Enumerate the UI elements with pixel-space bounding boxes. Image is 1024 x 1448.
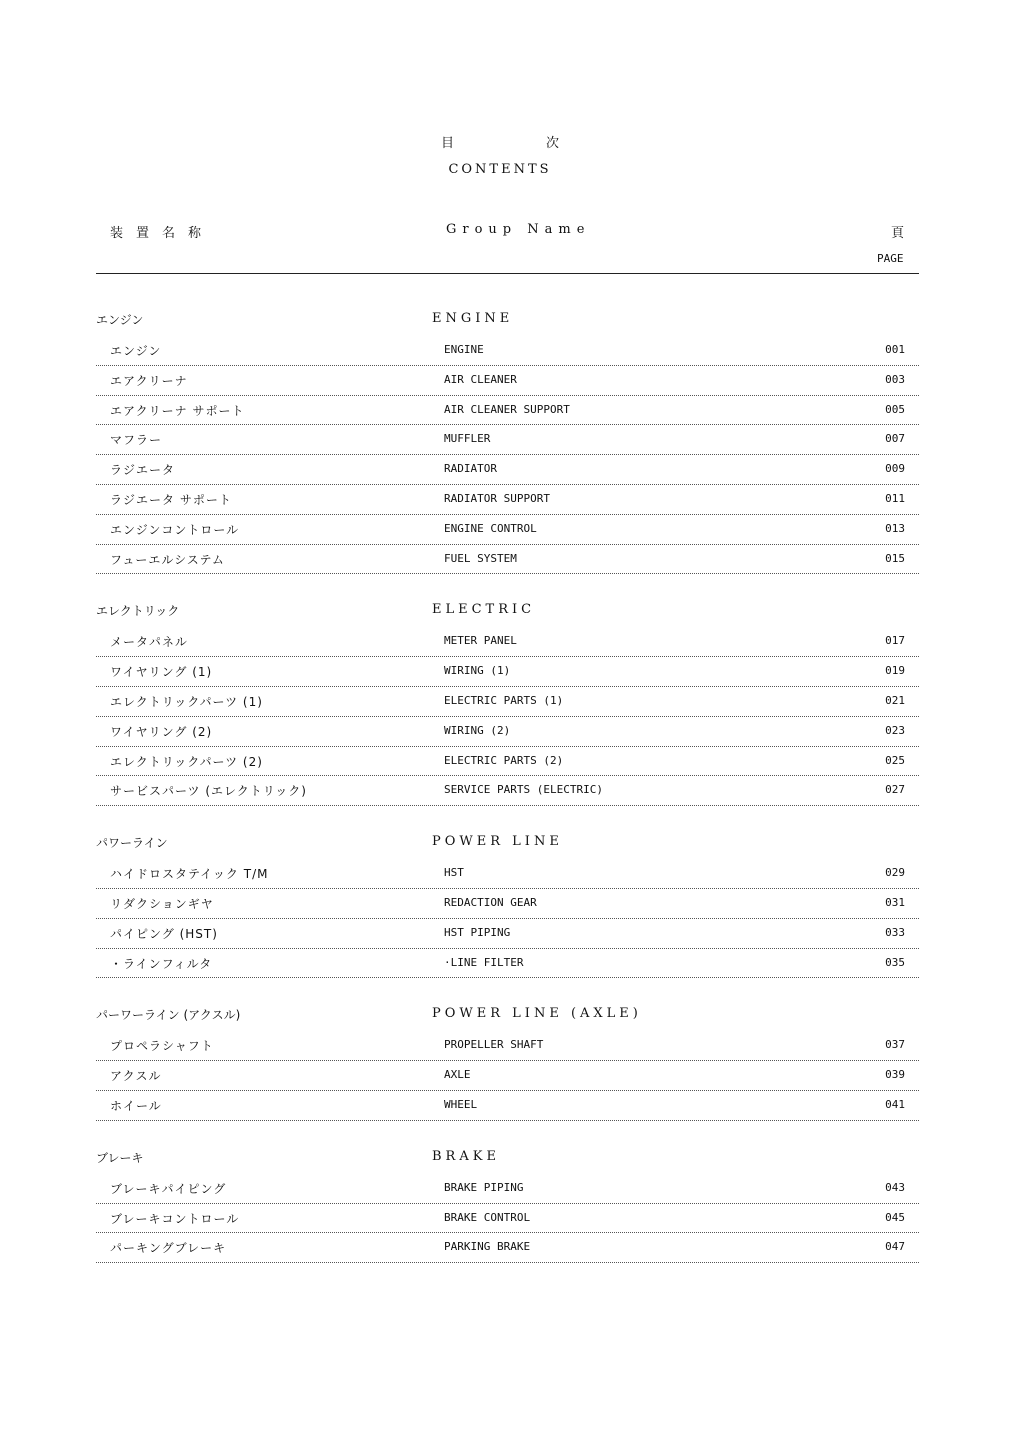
entry-page-number: 025 bbox=[885, 753, 905, 767]
entry-name-en: REDACTION GEAR bbox=[444, 895, 537, 909]
entry-page-number: 013 bbox=[885, 521, 905, 535]
toc-entry bbox=[96, 776, 919, 806]
entry-name-en: ELECTRIC PARTS (2) bbox=[444, 753, 564, 767]
entry-name-en: WIRING (2) bbox=[444, 723, 511, 737]
entry-page-number: 009 bbox=[885, 462, 905, 476]
entry-page-number: 005 bbox=[885, 402, 905, 416]
column-header-group-name-jp: 装置名称 bbox=[110, 226, 215, 241]
section-electric bbox=[96, 599, 919, 806]
entry-name-jp: ・ラインフィルタ bbox=[110, 956, 213, 971]
entry-name-jp: ブレーキコントロール bbox=[110, 1211, 240, 1226]
section-title-en: POWER LINE bbox=[432, 834, 563, 850]
entry-page-number: 007 bbox=[885, 432, 905, 446]
entry-name-en: AIR CLEANER SUPPORT bbox=[444, 402, 570, 416]
entry-name-jp: パイピング (HST) bbox=[110, 926, 218, 941]
entry-name-en: BRAKE PIPING bbox=[444, 1180, 524, 1194]
section-title-en: POWER LINE (AXLE) bbox=[432, 1006, 642, 1022]
section-engine bbox=[96, 308, 919, 574]
entry-name-en: PARKING BRAKE bbox=[444, 1240, 531, 1254]
toc-entry bbox=[96, 919, 919, 949]
entry-name-en: SERVICE PARTS (ELECTRIC) bbox=[444, 783, 603, 797]
toc-entry bbox=[96, 1204, 919, 1234]
toc-entry bbox=[96, 336, 919, 366]
section-brake bbox=[96, 1146, 919, 1263]
entry-page-number: 011 bbox=[885, 491, 905, 505]
entry-name-jp: ワイヤリング (1) bbox=[110, 665, 213, 680]
entry-page-number: 027 bbox=[885, 783, 905, 797]
toc-entry bbox=[96, 396, 919, 426]
toc-entry bbox=[96, 747, 919, 777]
toc-entry bbox=[96, 949, 919, 979]
entry-name-jp: ブレーキパイピング bbox=[110, 1181, 227, 1196]
toc-entry bbox=[96, 687, 919, 717]
entry-name-jp: エンジンコントロール bbox=[110, 522, 240, 537]
toc-entry bbox=[96, 1233, 919, 1263]
entry-name-en: METER PANEL bbox=[444, 634, 517, 648]
entry-name-jp: ラジエータ サポート bbox=[110, 492, 232, 507]
entry-page-number: 029 bbox=[885, 866, 905, 880]
entry-page-number: 031 bbox=[885, 895, 905, 909]
entry-name-en: AXLE bbox=[444, 1068, 471, 1082]
page-title-en: CONTENTS bbox=[448, 162, 552, 177]
section-title-jp: ブレーキ bbox=[96, 1150, 144, 1165]
section-heading bbox=[96, 308, 919, 336]
toc-entry bbox=[96, 425, 919, 455]
entry-name-jp: サービスパーツ (エレクトリック) bbox=[110, 784, 307, 799]
toc-entry bbox=[96, 545, 919, 575]
section-heading bbox=[96, 831, 919, 859]
toc-entry bbox=[96, 366, 919, 396]
entry-name-en: HST bbox=[444, 866, 464, 880]
toc-entry bbox=[96, 859, 919, 889]
entry-name-en: BRAKE CONTROL bbox=[444, 1210, 531, 1224]
entry-name-jp: エレクトリックパーツ (1) bbox=[110, 694, 263, 709]
toc-entry bbox=[96, 627, 919, 657]
entry-name-jp: エンジン bbox=[110, 344, 162, 358]
entry-name-en: HST PIPING bbox=[444, 925, 511, 939]
entry-name-en: WHEEL bbox=[444, 1097, 478, 1111]
section-heading bbox=[96, 1003, 919, 1031]
entry-name-jp: プロペラシャフト bbox=[110, 1039, 214, 1054]
entry-name-jp: エレクトリックパーツ (2) bbox=[110, 754, 263, 769]
toc-entry bbox=[96, 657, 919, 687]
entry-name-en: ENGINE bbox=[444, 343, 484, 356]
entry-name-jp: エアクリーナ サポート bbox=[110, 403, 245, 418]
entry-page-number: 043 bbox=[885, 1180, 905, 1194]
entry-page-number: 003 bbox=[885, 372, 905, 386]
entry-name-jp: ハイドロスタテイック T/M bbox=[110, 867, 269, 882]
column-header-page-en: PAGE bbox=[877, 252, 904, 265]
entry-name-jp: パーキングブレーキ bbox=[110, 1241, 227, 1256]
entry-name-jp: ラジエータ bbox=[110, 463, 176, 478]
entry-name-en: MUFFLER bbox=[444, 432, 491, 446]
entry-name-jp: フューエルシステム bbox=[110, 552, 225, 567]
entry-name-jp: リダクションギヤ bbox=[110, 896, 214, 911]
toc-entry bbox=[96, 717, 919, 747]
toc-entry bbox=[96, 1031, 919, 1061]
entry-page-number: 001 bbox=[885, 343, 905, 356]
section-title-en: ELECTRIC bbox=[432, 602, 536, 618]
contents-list bbox=[96, 308, 919, 1288]
toc-entry bbox=[96, 515, 919, 545]
header-divider bbox=[96, 273, 919, 274]
entry-name-en: ELECTRIC PARTS (1) bbox=[444, 693, 564, 707]
toc-entry bbox=[96, 889, 919, 919]
column-header-group-name-en: Group Name bbox=[446, 222, 591, 237]
entry-name-en: RADIATOR SUPPORT bbox=[444, 491, 550, 505]
entry-page-number: 033 bbox=[885, 925, 905, 939]
entry-page-number: 017 bbox=[885, 634, 905, 648]
entry-name-jp: ホイール bbox=[110, 1098, 162, 1113]
section-title-en: BRAKE bbox=[432, 1148, 500, 1164]
section-title-en: ENGINE bbox=[432, 311, 514, 326]
page-title-jp: 目次 bbox=[440, 136, 651, 151]
section-heading bbox=[96, 599, 919, 627]
entry-name-jp: マフラー bbox=[110, 433, 163, 448]
section-power-line bbox=[96, 831, 919, 978]
entry-name-jp: メータパネル bbox=[110, 635, 188, 650]
entry-page-number: 037 bbox=[885, 1038, 905, 1052]
section-title-jp: パワーライン bbox=[96, 836, 168, 851]
entry-name-jp: アクスル bbox=[110, 1069, 162, 1084]
entry-page-number: 045 bbox=[885, 1210, 905, 1224]
entry-page-number: 023 bbox=[885, 723, 905, 737]
entry-page-number: 035 bbox=[885, 955, 905, 969]
entry-name-en: FUEL SYSTEM bbox=[444, 551, 517, 565]
toc-entry bbox=[96, 1174, 919, 1204]
entry-name-jp: エアクリーナ bbox=[110, 373, 188, 388]
entry-page-number: 047 bbox=[885, 1240, 905, 1254]
entry-name-en: ·LINE FILTER bbox=[444, 955, 524, 969]
entry-page-number: 021 bbox=[885, 693, 905, 707]
toc-entry bbox=[96, 485, 919, 515]
column-header-page-jp: 頁 bbox=[891, 226, 905, 241]
toc-entry bbox=[96, 1061, 919, 1091]
section-power-line-axle bbox=[96, 1003, 919, 1120]
section-title-jp: エンジン bbox=[96, 313, 144, 327]
entry-name-en: AIR CLEANER bbox=[444, 372, 517, 386]
section-title-jp: エレクトリック bbox=[96, 604, 180, 619]
toc-entry bbox=[96, 1091, 919, 1121]
toc-entry bbox=[96, 455, 919, 485]
entry-page-number: 019 bbox=[885, 664, 905, 678]
entry-page-number: 039 bbox=[885, 1068, 905, 1082]
section-title-jp: パーワーライン (アクスル) bbox=[96, 1008, 241, 1023]
section-heading bbox=[96, 1146, 919, 1174]
entry-name-en: PROPELLER SHAFT bbox=[444, 1038, 544, 1052]
entry-name-en: RADIATOR bbox=[444, 462, 497, 476]
entry-page-number: 015 bbox=[885, 551, 905, 565]
entry-name-jp: ワイヤリング (2) bbox=[110, 724, 213, 739]
entry-name-en: WIRING (1) bbox=[444, 664, 511, 678]
entry-page-number: 041 bbox=[885, 1097, 905, 1111]
entry-name-en: ENGINE CONTROL bbox=[444, 521, 537, 535]
